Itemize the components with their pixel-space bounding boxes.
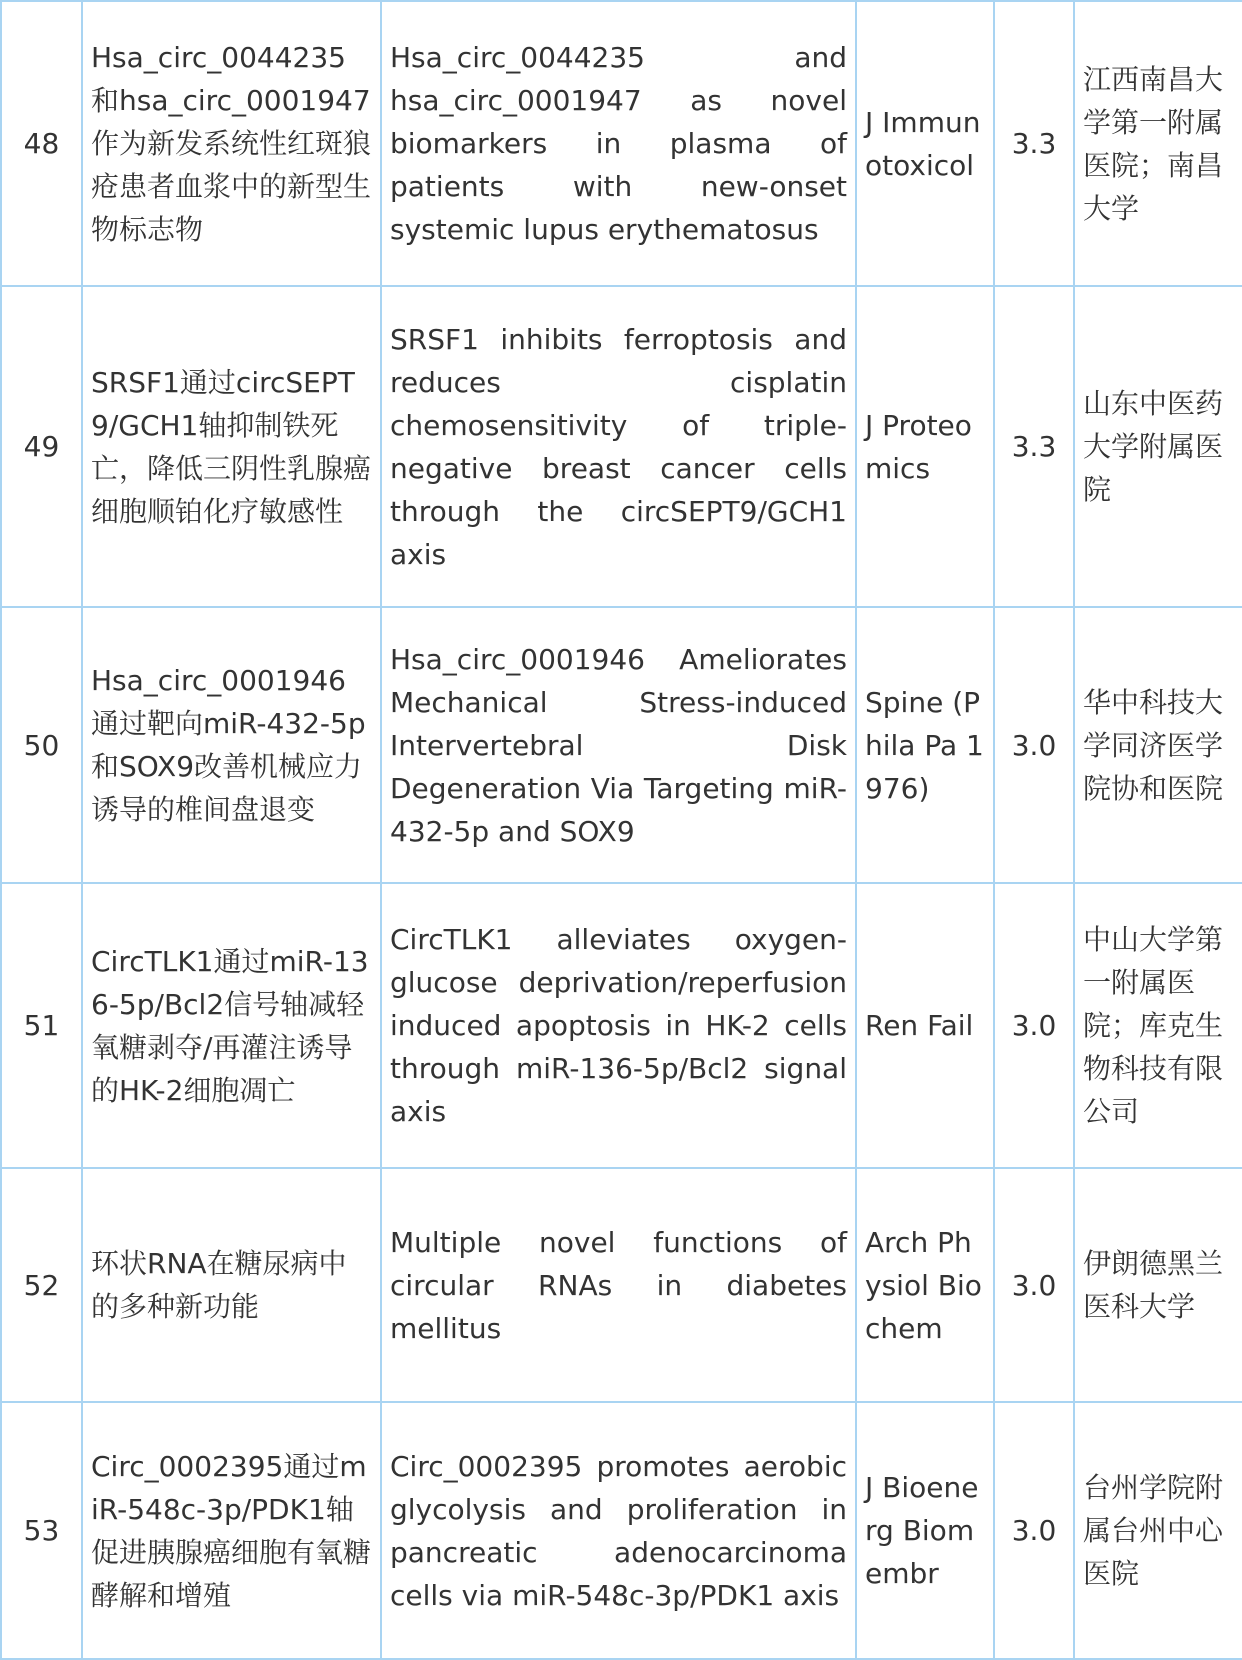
- english-title: CircTLK1 alleviates oxygen-glucose deprivation/reperfusion induced apoptosis in HK-2 cells through miR-136-5p/Bcl2 signal axis: [381, 883, 856, 1168]
- journal: J Bioenerg Biomembr: [856, 1402, 994, 1659]
- chinese-title: CircTLK1通过miR-136-5p/Bcl2信号轴减轻氧糖剥夺/再灌注诱导的HK-2细胞凋亡: [82, 883, 381, 1168]
- chinese-title: Circ_0002395通过miR-548c-3p/PDK1轴促进胰腺癌细胞有氧糖酵解和增殖: [82, 1402, 381, 1659]
- institution: 台州学院附属台州中心医院: [1074, 1402, 1242, 1659]
- table-row: [1, 1402, 1242, 1659]
- chinese-title: Hsa_circ_0001946通过靶向miR-432-5p和SOX9改善机械应力诱导的椎间盘退变: [82, 607, 381, 883]
- journal: J Immunotoxicol: [856, 1, 994, 286]
- table-row: [1, 286, 1242, 607]
- english-title: Circ_0002395 promotes aerobic glycolysis and proliferation in pancreatic adenocarcinoma cells via miR-548c-3p/PDK1 axis: [381, 1402, 856, 1659]
- english-title: Multiple novel functions of circular RNAs in diabetes mellitus: [381, 1168, 856, 1402]
- journal: Ren Fail: [856, 883, 994, 1168]
- chinese-title: SRSF1通过circSEPT9/GCH1轴抑制铁死亡，降低三阴性乳腺癌细胞顺铂化疗敏感性: [82, 286, 381, 607]
- english-title: Hsa_circ_0044235 and hsa_circ_0001947 as novel biomarkers in plasma of patients with new-onset systemic lupus erythematosus: [381, 1, 856, 286]
- institution: 江西南昌大学第一附属医院；南昌大学: [1074, 1, 1242, 286]
- journal: Spine (Phila Pa 1976): [856, 607, 994, 883]
- institution: 伊朗德黑兰医科大学: [1074, 1168, 1242, 1402]
- table-row: [1, 1168, 1242, 1402]
- institution: 中山大学第一附属医院；库克生物科技有限公司: [1074, 883, 1242, 1168]
- journal: Arch Physiol Biochem: [856, 1168, 994, 1402]
- row-number: 52: [1, 1168, 82, 1402]
- row-number: 50: [1, 607, 82, 883]
- row-number: 53: [1, 1402, 82, 1659]
- row-number: 48: [1, 1, 82, 286]
- impact-factor: 3.0: [994, 883, 1074, 1168]
- impact-factor: 3.0: [994, 1402, 1074, 1659]
- impact-factor: 3.0: [994, 1168, 1074, 1402]
- impact-factor: 3.0: [994, 607, 1074, 883]
- chinese-title: Hsa_circ_0044235和hsa_circ_0001947作为新发系统性红斑狼疮患者血浆中的新型生物标志物: [82, 1, 381, 286]
- row-number: 49: [1, 286, 82, 607]
- journal: J Proteomics: [856, 286, 994, 607]
- english-title: Hsa_circ_0001946 Ameliorates Mechanical Stress-induced Intervertebral Disk Degeneration Via Targeting miR-432-5p and SOX9: [381, 607, 856, 883]
- english-title: SRSF1 inhibits ferroptosis and reduces cisplatin chemosensitivity of triple-negative breast cancer cells through the circSEPT9/GCH1 axis: [381, 286, 856, 607]
- institution: 华中科技大学同济医学院协和医院: [1074, 607, 1242, 883]
- table-row: [1, 1, 1242, 286]
- chinese-title: 环状RNA在糖尿病中的多种新功能: [82, 1168, 381, 1402]
- row-number: 51: [1, 883, 82, 1168]
- impact-factor: 3.3: [994, 1, 1074, 286]
- impact-factor: 3.3: [994, 286, 1074, 607]
- institution: 山东中医药大学附属医院: [1074, 286, 1242, 607]
- table-row: [1, 883, 1242, 1168]
- table-row: [1, 607, 1242, 883]
